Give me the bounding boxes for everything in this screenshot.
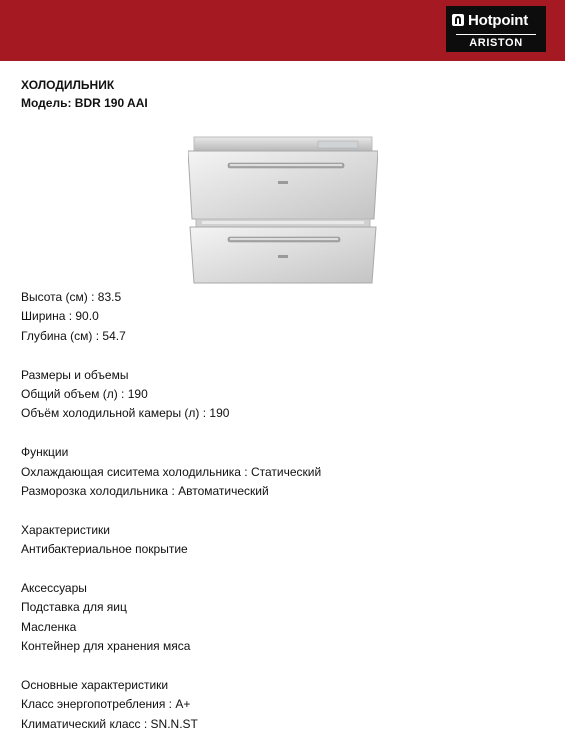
accessory-meat-container: Контейнер для хранения мяса [21,639,191,654]
product-heading [21,76,148,112]
brand-name: Hotpoint [468,11,529,29]
section-title-volumes: Размеры и объемы [21,367,129,382]
accessory-butter-dish: Масленка [21,619,77,634]
accessory-egg-tray: Подставка для яиц [21,600,127,615]
product-category: ХОЛОДИЛЬНИК [21,78,115,92]
spec-total-volume: Общий объем (л) : 190 [21,387,148,402]
hotpoint-mark-icon [452,14,464,26]
spec-list [21,288,321,734]
hotpoint-ariston-logo [446,6,546,52]
section-title-functions: Функции [21,445,69,460]
product-model: Модель: BDR 190 AAI [21,96,148,110]
section-title-accessories: Аксессуары [21,581,87,596]
spec-height: Высота (см) : 83.5 [21,290,122,304]
spec-width: Ширина : 90.0 [21,309,99,324]
spec-fridge-volume: Объём холодильной камеры (л) : 190 [21,406,230,421]
section-title-features: Характеристики [21,522,110,537]
spec-cooling-system: Охлаждающая сиситема холодильника : Статический [21,464,322,479]
spec-energy-class: Класс энергопотребления : A+ [21,697,191,712]
spec-defrost: Разморозка холодильника : Автоматический [21,484,269,499]
brand-subname: ARISTON [469,37,523,49]
spec-climate-class: Климатический класс : SN.N.ST [21,716,198,731]
refrigerator-drawers-image [188,135,378,285]
section-title-main: Основные характеристики [21,678,169,693]
spec-depth: Глубина (см) : 54.7 [21,328,126,343]
spec-antibacterial: Антибактериальное покрытие [21,542,188,557]
logo-divider [456,34,536,35]
